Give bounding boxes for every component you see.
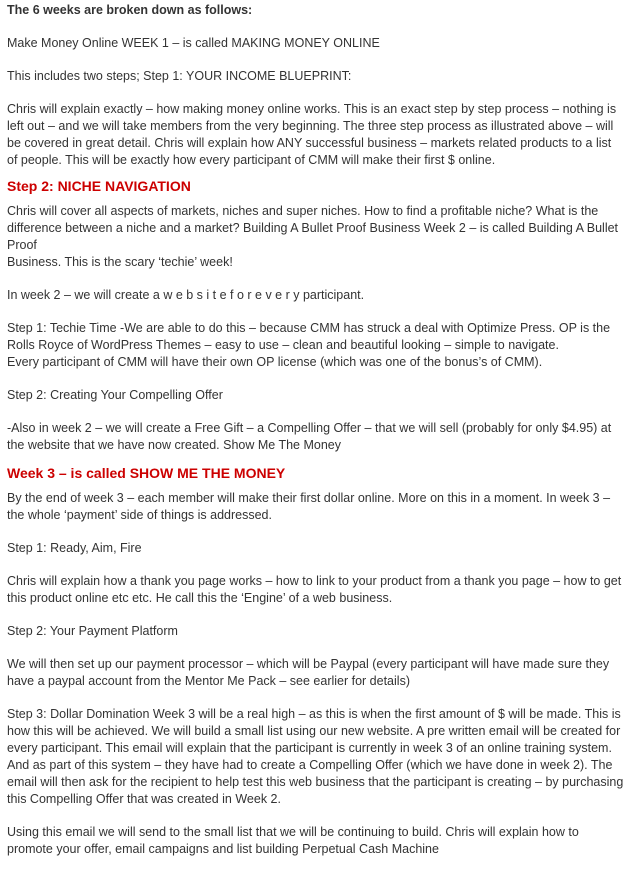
week1-line: Make Money Online WEEK 1 – is called MAKING MONEY ONLINE bbox=[7, 36, 380, 50]
techie-time-paragraph: Step 1: Techie Time -We are able to do this – because CMM has struck a deal with Optimize Press. OP is the Rolls Royce of WordPress Themes – easy to use – clean and beautiful looking – simple to navigate. bbox=[7, 321, 611, 352]
article-body bbox=[7, 0, 625, 858]
paypal-paragraph: We will then set up our payment processor – which will be Paypal (every participant will have made sure they have a paypal account from the Mentor Me Pack – see earlier for details) bbox=[7, 657, 610, 688]
dollar-domination-paragraph: Step 3: Dollar Domination Week 3 will be a real high – as this is when the first amount of $ will be made. This is how this will be achieved. We will build a small list using our new website. A pre written email will be created for every participant. This email will explain that the participant is currently in week 3 of an online training system. And as part of this system – they have had to create a Compelling Offer (which we have done in week 2). The email will then ask for the recipient to help test this web business that the participant is creating – by purchasing this Compelling Offer that was created in Week 2. bbox=[7, 707, 624, 806]
ready-aim-step: Step 1: Ready, Aim, Fire bbox=[7, 541, 142, 555]
offer-step: Step 2: Creating Your Compelling Offer bbox=[7, 388, 223, 402]
techie-time-paragraph-cont: Every participant of CMM will have their own OP license (which was one of the bonus’s of CMM). bbox=[7, 355, 543, 369]
intro-heading: The 6 weeks are broken down as follows: bbox=[7, 3, 253, 17]
email-paragraph: Using this email we will send to the small list that we will be continuing to build. Chris will explain how to promote your offer, email campaigns and list building Perpetual Cash Machine bbox=[7, 825, 579, 856]
week3-paragraph: By the end of week 3 – each member will make their first dollar online. More on this in a moment. In week 3 – the whole ‘payment’ side of things is addressed. bbox=[7, 491, 611, 522]
step2-paragraph: Chris will cover all aspects of markets, niches and super niches. How to find a profitable niche? What is the difference between a niche and a market? Building A Bullet Proof Business Week 2 – is called Building A Bullet Proof bbox=[7, 204, 619, 252]
step2-heading: Step 2: NICHE NAVIGATION bbox=[7, 178, 191, 194]
payment-step: Step 2: Your Payment Platform bbox=[7, 624, 178, 638]
week2-website: In week 2 – we will create a w e b s i t e f o r e v e r y participant. bbox=[7, 288, 365, 302]
thankyou-paragraph: Chris will explain how a thank you page works – how to link to your product from a thank you page – how to get this product online etc etc. He call this the ‘Engine’ of a web business. bbox=[7, 574, 622, 605]
free-gift-paragraph: -Also in week 2 – we will create a Free Gift – a Compelling Offer – that we will sell (probably for only $4.95) at the website that we have now created. Show Me The Money bbox=[7, 421, 612, 452]
week1-paragraph: Chris will explain exactly – how making money online works. This is an exact step by step process – nothing is left out – and we will take members from the very beginning. The three step process as illustrated above – will be covered in great detail. Chris will explain how ANY successful business – markets related products to a list of people. This will be exactly how every participant of CMM will make their first $ online. bbox=[7, 102, 617, 167]
step2-paragraph-cont: Business. This is the scary ‘techie’ week! bbox=[7, 255, 233, 269]
week3-heading: Week 3 – is called SHOW ME THE MONEY bbox=[7, 465, 286, 481]
week1-steps: This includes two steps; Step 1: YOUR INCOME BLUEPRINT: bbox=[7, 69, 352, 83]
